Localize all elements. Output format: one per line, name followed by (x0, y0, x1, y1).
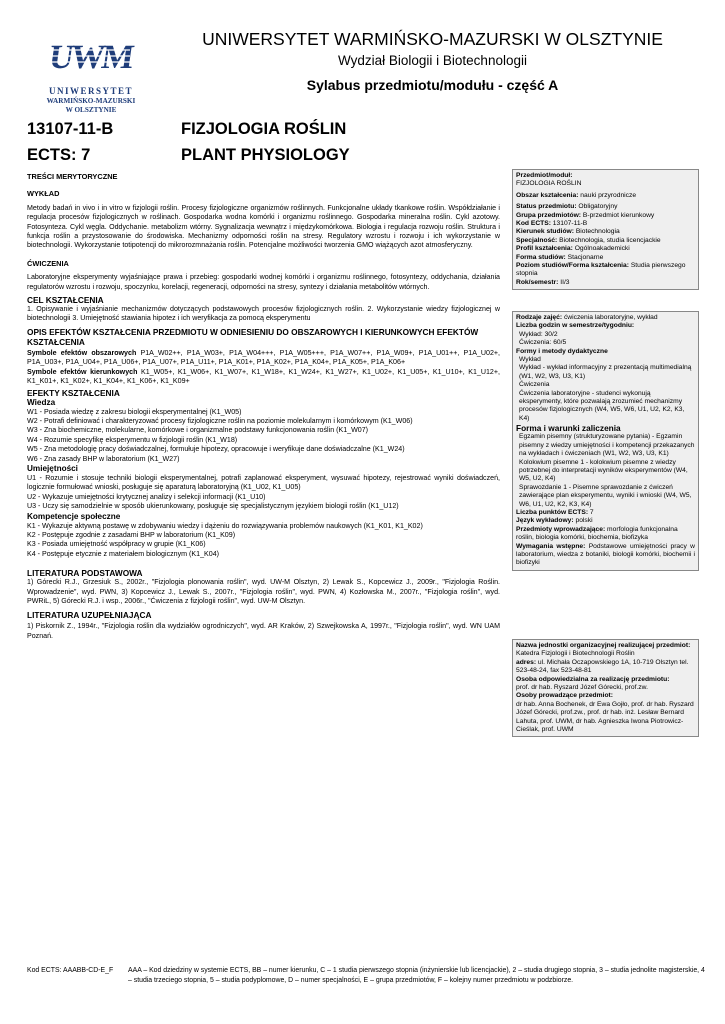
jednostka-label: Nazwa jednostki organizacyjnej realizującej przedmiot: (516, 642, 691, 649)
wyklad-text: Metody badań in vivo i in vitro w fizjologii roślin. Procesy fizjologiczne organizmów roślinnych. Funkcjonalne układy tkankowe roślin. Współdziałanie i regulacja procesów fizjologicznych w roślinach. Gospodarka wodna komórki i organizmu roślinnego. Gospodarka mineralna roślin. Cykl azotowy. Fotosynteza. Cykl węgla. Oddychanie. metabolizm wtórny. Sygnalizacja wewnątrz i międzykomórkowa. Biologia i regulacja rozwoju roślin. Struktura i funkcja roślin a przystosowanie do środowiska. Mechanizmy odporności roślin na stresy. Regulatory wzrostu i rozwoju i ich wykorzystanie w biotechnologii. Wykorzystanie totipotencji do mikrorozmnażania roślin. Potencjalne możliwości tworzenia GMO wiążących azot atmosferyczny. (27, 203, 500, 250)
jezyk (516, 517, 695, 525)
course-name-en: PLANT PHYSIOLOGY (181, 146, 350, 164)
section-heading-literatura-podstawowa: LITERATURA PODSTAWOWA (27, 568, 143, 579)
symbole-obszarowe-label: Symbole efektów obszarowych (27, 348, 137, 357)
unit-info-box (512, 639, 699, 737)
info-row (516, 192, 695, 200)
jezyk-label: Język wykładowy: (516, 517, 574, 525)
liczba-godzin-heading: Liczba godzin w semestrze/tygodniu: (516, 322, 635, 330)
section-heading-wyklad: WYKŁAD (27, 189, 60, 199)
symbole-kierunkowe-label: Symbole efektów kierunkowych (27, 367, 138, 376)
wymagania-wstepne-label: Wymagania wstępne: (516, 542, 586, 550)
info-row (516, 254, 695, 262)
jezyk-value: polski (573, 517, 593, 525)
info-row-value: Ogólnoakademicki (572, 245, 630, 253)
info-row-label: Grupa przedmiotów: (516, 211, 582, 219)
info-row-label: Profil kształcenia: (516, 245, 573, 253)
symbole-kierunkowe-value: K1_W05+, K1_W06+, K1_W07+, K1_W18+, K1_W24+, K1_W27+, K1_U02+, K1_U05+, K1_U10+, K1_U12+, K1_K01+, K1_K02+, K1_K04+, K1_K06+, K1_K09+ (27, 367, 500, 386)
info-row-value: Stacjonarne (565, 253, 604, 261)
course-name-pl: FIZJOLOGIA ROŚLIN (181, 120, 347, 138)
info-row-label: Forma studiów: (516, 253, 566, 261)
section-heading-opis: OPIS EFEKTÓW KSZTAŁCENIA PRZEDMIOTU W ODNIESIENIU DO OBSZAROWYCH I KIERUNKOWYCH EFEKTÓW KSZTAŁCENIA (27, 326, 479, 347)
kompetencje-item: K4 - Postępuje etycznie z materiałem biologicznym (K1_K04) (27, 549, 220, 558)
liczba-godzin-item: Ćwiczenia: 60/5 (519, 339, 567, 347)
kompetencje-item: K3 - Posiada umiejętność współpracy w grupie (K1_K06) (27, 540, 206, 549)
wiedza-item: W1 - Posiada wiedzę z zakresu biologii eksperymentalnej (K1_W05) (27, 407, 242, 416)
symbole-obszarowe (27, 349, 500, 368)
wymagania-wstepne-value: Podstawowe umiejętności pracy w laboratorium, wiedza z botaniki, biologii komórki, biochemii i biofizyki (516, 542, 696, 567)
info-row (516, 262, 695, 279)
info-row-label: Poziom studiów/Forma kształcenia: (516, 262, 629, 270)
info-row-value: Biotechnologia, studia licencjackie (557, 236, 661, 244)
kompetencje-item: K1 - Wykazuje aktywną postawę w zdobywaniu wiedzy i dążeniu do rozwiązywania problemów naukowych (K1_K01, K1_K02) (27, 521, 423, 530)
classes-info-box (512, 311, 699, 571)
subject-label: Przedmiot/moduł: (516, 172, 573, 179)
symbole-kierunkowe (27, 368, 500, 387)
info-row-value: Studia pierwszego stopnia (516, 262, 686, 278)
info-row-label: Kierunek studiów: (516, 228, 574, 236)
info-row-label: Specjalność: (516, 236, 558, 244)
osoby-prowadzace-value: dr hab. Anna Bochenek, dr Ewa Gojło, prof. dr hab. Ryszard Józef Górecki, prof.zw., prof. dr hab. inż. Lesław Bernard Lahuta, prof. UWM, dr hab. Agnieszka Iwona Piotrowicz-Cieślak, prof. UWM (516, 700, 694, 734)
osoby-prowadzace-label: Osoby prowadzące przedmiot: (516, 692, 613, 700)
subheading-kompetencje: Kompetencje społeczne (27, 511, 121, 521)
info-row (516, 245, 695, 253)
logo-line-1: UNIWERSYTET (48, 86, 134, 96)
wiedza-item: W6 - Zna zasady BHP w laboratorium (K1_W27) (27, 454, 180, 463)
osoba-odpowiedzialna-label: Osoba odpowiedzialna za realizację przedmiotu: (516, 675, 670, 683)
info-row (516, 279, 695, 287)
course-code: 13107-11-B (27, 120, 114, 138)
literatura-podstawowa-text: 1) Górecki R.J., Grzesiuk S., 2002r., "Fizjologia plonowania roślin", wyd. UW-M Olsztyn, 2) Lewak S., Kopcewicz J., 2009r., "Fizjologia Roślin. Wprowadzenie", wyd. PWN, 3) Kopcewicz J., Lewak S., 2007r., "Fizjologia roślin", wyd. PWN, 4) Kozłowska M., 2007r., "Fizjologia roślin", wyd. PWRiL, 5) Górecki R.J. i wsp., 2006r., "Ćwiczenia z fizjologii roślin", wyd. UW-M Olsztyn. (27, 578, 500, 605)
symbole-obszarowe-value: P1A_W02++, P1A_W03+, P1A_W04+++, P1A_W05+++, P1A_W07++, P1A_W09+, P1A_U01++, P1A_U02+, P1A_U03+, P1A_U04+, P1A_U06+, P1A_U07+, P1A_U11+, P1A_K01+, P1A_K02+, P1A_K04+, P1A_K05+, P1A_K06+ (27, 348, 500, 367)
formy-item: Wykład (519, 356, 541, 364)
jednostka-value: Katedra Fizjologii i Biotechnologii Roślin (516, 650, 635, 658)
subject-value: FIZJOLOGIA ROŚLIN (516, 180, 582, 188)
ects-points-value: 7 (588, 508, 594, 516)
info-row-value: Obligatoryjny (576, 203, 618, 211)
subject-info-box (512, 169, 699, 290)
adres (516, 659, 695, 676)
section-heading-efekty: EFEKTY KSZTAŁCENIA (27, 387, 120, 398)
subheading-wiedza: Wiedza (27, 397, 56, 407)
university-name: UNIWERSYTET WARMIŃSKO-MAZURSKI W OLSZTYNIE (202, 29, 663, 49)
svg-text:UWM: UWM (46, 39, 134, 76)
info-row (516, 228, 695, 236)
main-content (27, 169, 500, 641)
logo-line-2: WARMIŃSKO-MAZURSKI (46, 97, 136, 105)
zaliczenie-item: Kolokwium pisemne 1 - kolokwium pisemne z wiedzy potrzebnej do interpretacji wyników eksperymentów (W4, W5, U2, K4) (519, 458, 688, 483)
rodzaje-zajec-value: ćwiczenia laboratoryjne, wykład (562, 314, 658, 321)
umiejetnosci-item: U3 - Uczy się samodzielnie w sposób ukierunkowany, posługuje się specjalistycznym językiem biologii roślin (K1_U12) (27, 502, 399, 511)
wiedza-item: W3 - Zna biochemiczne, molekularne, komórkowe i organizmalne podstawy funkcjonowania roślin (K1_W07) (27, 426, 369, 435)
wiedza-item: W4 - Rozumie specyfikę eksperymentu w fizjologii roślin (K1_W18) (27, 435, 238, 444)
section-heading-cel: CEL KSZTAŁCENIA (27, 295, 104, 306)
wymagania-wstepne (516, 543, 695, 568)
umiejetnosci-item: U2 - Wykazuje umiejętności krytycznej analizy i selekcji informacji (K1_U10) (27, 492, 266, 501)
syllabus-title: Sylabus przedmiotu/modułu - część A (306, 77, 559, 93)
info-row (516, 203, 695, 211)
przedmioty-wprowadzajace-value: morfologia funkcjonalna roślin, biologia komórki, biochemia, biofizyka (516, 525, 678, 542)
ects-points-label: Liczba punktów ECTS: (516, 508, 589, 516)
wiedza-item: W2 - Potrafi definiować i charakteryzować procesy fizjologiczne roślin na poziomie molekularnym i komórkowym (K1_W06) (27, 416, 413, 425)
info-row-value: B-przedmiot kierunkowy (581, 211, 655, 219)
formy-heading: Formy i metody dydaktyczne (516, 347, 608, 355)
footer-code: Kod ECTS: AAABB-CD-E_F (27, 967, 114, 974)
info-row-value: 13107-11-B (550, 220, 588, 228)
info-row-value: II/3 (558, 278, 570, 286)
rodzaje-zajec-label: Rodzaje zajęć: (516, 314, 563, 321)
info-row-value: Biotechnologia (573, 228, 620, 236)
info-row-label: Rok/semestr: (516, 278, 559, 286)
literatura-uzupelniajaca-text: 1) Piskornik Z., 1994r., "Fizjologia roślin dla wydziałów ogrodniczych", wyd. AR Kraków, 2) Szwejkowska A, 1997r., "Fizjologia roślin", wyd. WN UAM Poznań. (27, 622, 500, 640)
osoba-odpowiedzialna-value: prof. dr hab. Ryszard Józef Górecki, prof.zw. (516, 684, 648, 692)
zaliczenie-item: Egzamin pisemny (strukturyzowane pytania) - Egzamin pisemny z wiedzy umiejętności i kompetencji przekazanych na wykładach i ćwiczeniach (W1, W2, W3, U3, K1) (519, 433, 695, 458)
adres-value: ul. Michała Oczapowskiego 1A, 10-719 Olsztyn tel. 523-48-24, fax 523-48-81 (516, 658, 689, 675)
info-row-label: Kod ECTS: (516, 220, 551, 228)
logo-line-3: W OLSZTYNIE (65, 106, 117, 114)
section-heading-tresci: TREŚCI MERYTORYCZNE (27, 172, 118, 181)
section-heading-literatura-uzupelniajaca: LITERATURA UZUPEŁNIAJĄCA (27, 610, 152, 621)
section-heading-cwiczenia: ĆWICZENIA (27, 258, 69, 268)
cel-text: 1. Opisywanie i wyjaśnianie mechanizmów dotyczących podstawowych procesów fizjologicznych roślin. 2. Wykorzystanie wiedzy fizjologicznej w biotechnologii 3. Umiejętność stawiania hipotez i ich weryfikacja za pomocą eksperymentu (27, 305, 500, 323)
zaliczenie-item: Sprawozdanie 1 - Pisemne sprawozdanie z ćwiczeń zawierające plan eksperymentu, wyniki i wnioski (W4, W5, W6, U1, U2, K2, K3, K4) (519, 483, 692, 508)
cwiczenia-text: Laboratoryjne eksperymenty wyjaśniające prawa i przebieg: gospodarki wodnej komórki i organizmu roślinnego, fotosyntezy, oddychania, działania regulatorów wzrostu i rozwoju, spoczynku, korelacji, regeneracji, odporności na stresy, syntezy i działania metabolitów wtórnych. (27, 273, 500, 291)
przedmioty-wprowadzajace-label: Przedmioty wprowadzające: (516, 525, 606, 533)
info-row (516, 237, 695, 245)
info-row-label: Status przedmiotu: (516, 203, 577, 211)
przedmioty-wprowadzajace (516, 526, 695, 543)
formy-item: Wykład - wykład informacyjny z prezentacją multimedialną (W1, W2, W3, U3, K1) (519, 364, 692, 380)
course-ects: ECTS: 7 (27, 146, 91, 164)
rodzaje-zajec (516, 314, 695, 322)
subheading-umiejetnosci: Umiejętności (27, 463, 78, 473)
formy-item: Ćwiczenia laboratoryjne - studenci wykonują eksperymenty, które pozwalają zrozumieć mechanizmy procesów fizjologicznych (W4, W5, W6, U1, U2, K2, K3, K4) (519, 389, 685, 422)
zaliczenie-heading: Forma i warunki zaliczenia (516, 423, 621, 434)
adres-label: adres: (516, 658, 537, 666)
liczba-godzin-item: Wykład: 30/2 (519, 330, 558, 338)
info-row-value: nauki przyrodnicze (578, 191, 637, 199)
info-row (516, 212, 695, 220)
footer-description: AAA – Kod dziedziny w systemie ECTS, BB – numer kierunku, C – 1 studia pierwszego stopnia (inżynierskie lub licencjackie), 2 – studia drugiego stopnia, 3 – studia jednolite magisterskie, 4 – studia trzeciego stopnia, 5 – studia podyplomowe, D – numer specjalności, E – grupa przedmiotów, F – kolejny numer przedmiotu w podzbiorze. (128, 967, 705, 984)
ects-points (516, 509, 695, 517)
uwm-logo-mark-icon (46, 24, 134, 82)
umiejetnosci-item: U1 - Rozumie i stosuje techniki biologii eksperymentalnej, potrafi zaplanować eksperyment, wysuwać hipotezy, rejestrować wyniki doświadczeń, logicznie formułować wnioski, posługuje się aparaturą laboratoryjną (K1_U02, K1_U05) (27, 473, 500, 492)
info-row-label: Obszar kształcenia: (516, 191, 579, 199)
formy-item: Ćwiczenia (519, 381, 550, 389)
faculty-name: Wydział Biologii i Biotechnologii (338, 53, 527, 68)
info-row (516, 220, 695, 228)
wiedza-item: W5 - Zna metodologię pracy doświadczalnej, formułuje hipotezy, opracowuje i weryfikuje dane doświadczalne (K1_W24) (27, 445, 405, 454)
kompetencje-item: K2 - Postępuje zgodnie z zasadami BHP w laboratorium (K1_K09) (27, 530, 236, 539)
